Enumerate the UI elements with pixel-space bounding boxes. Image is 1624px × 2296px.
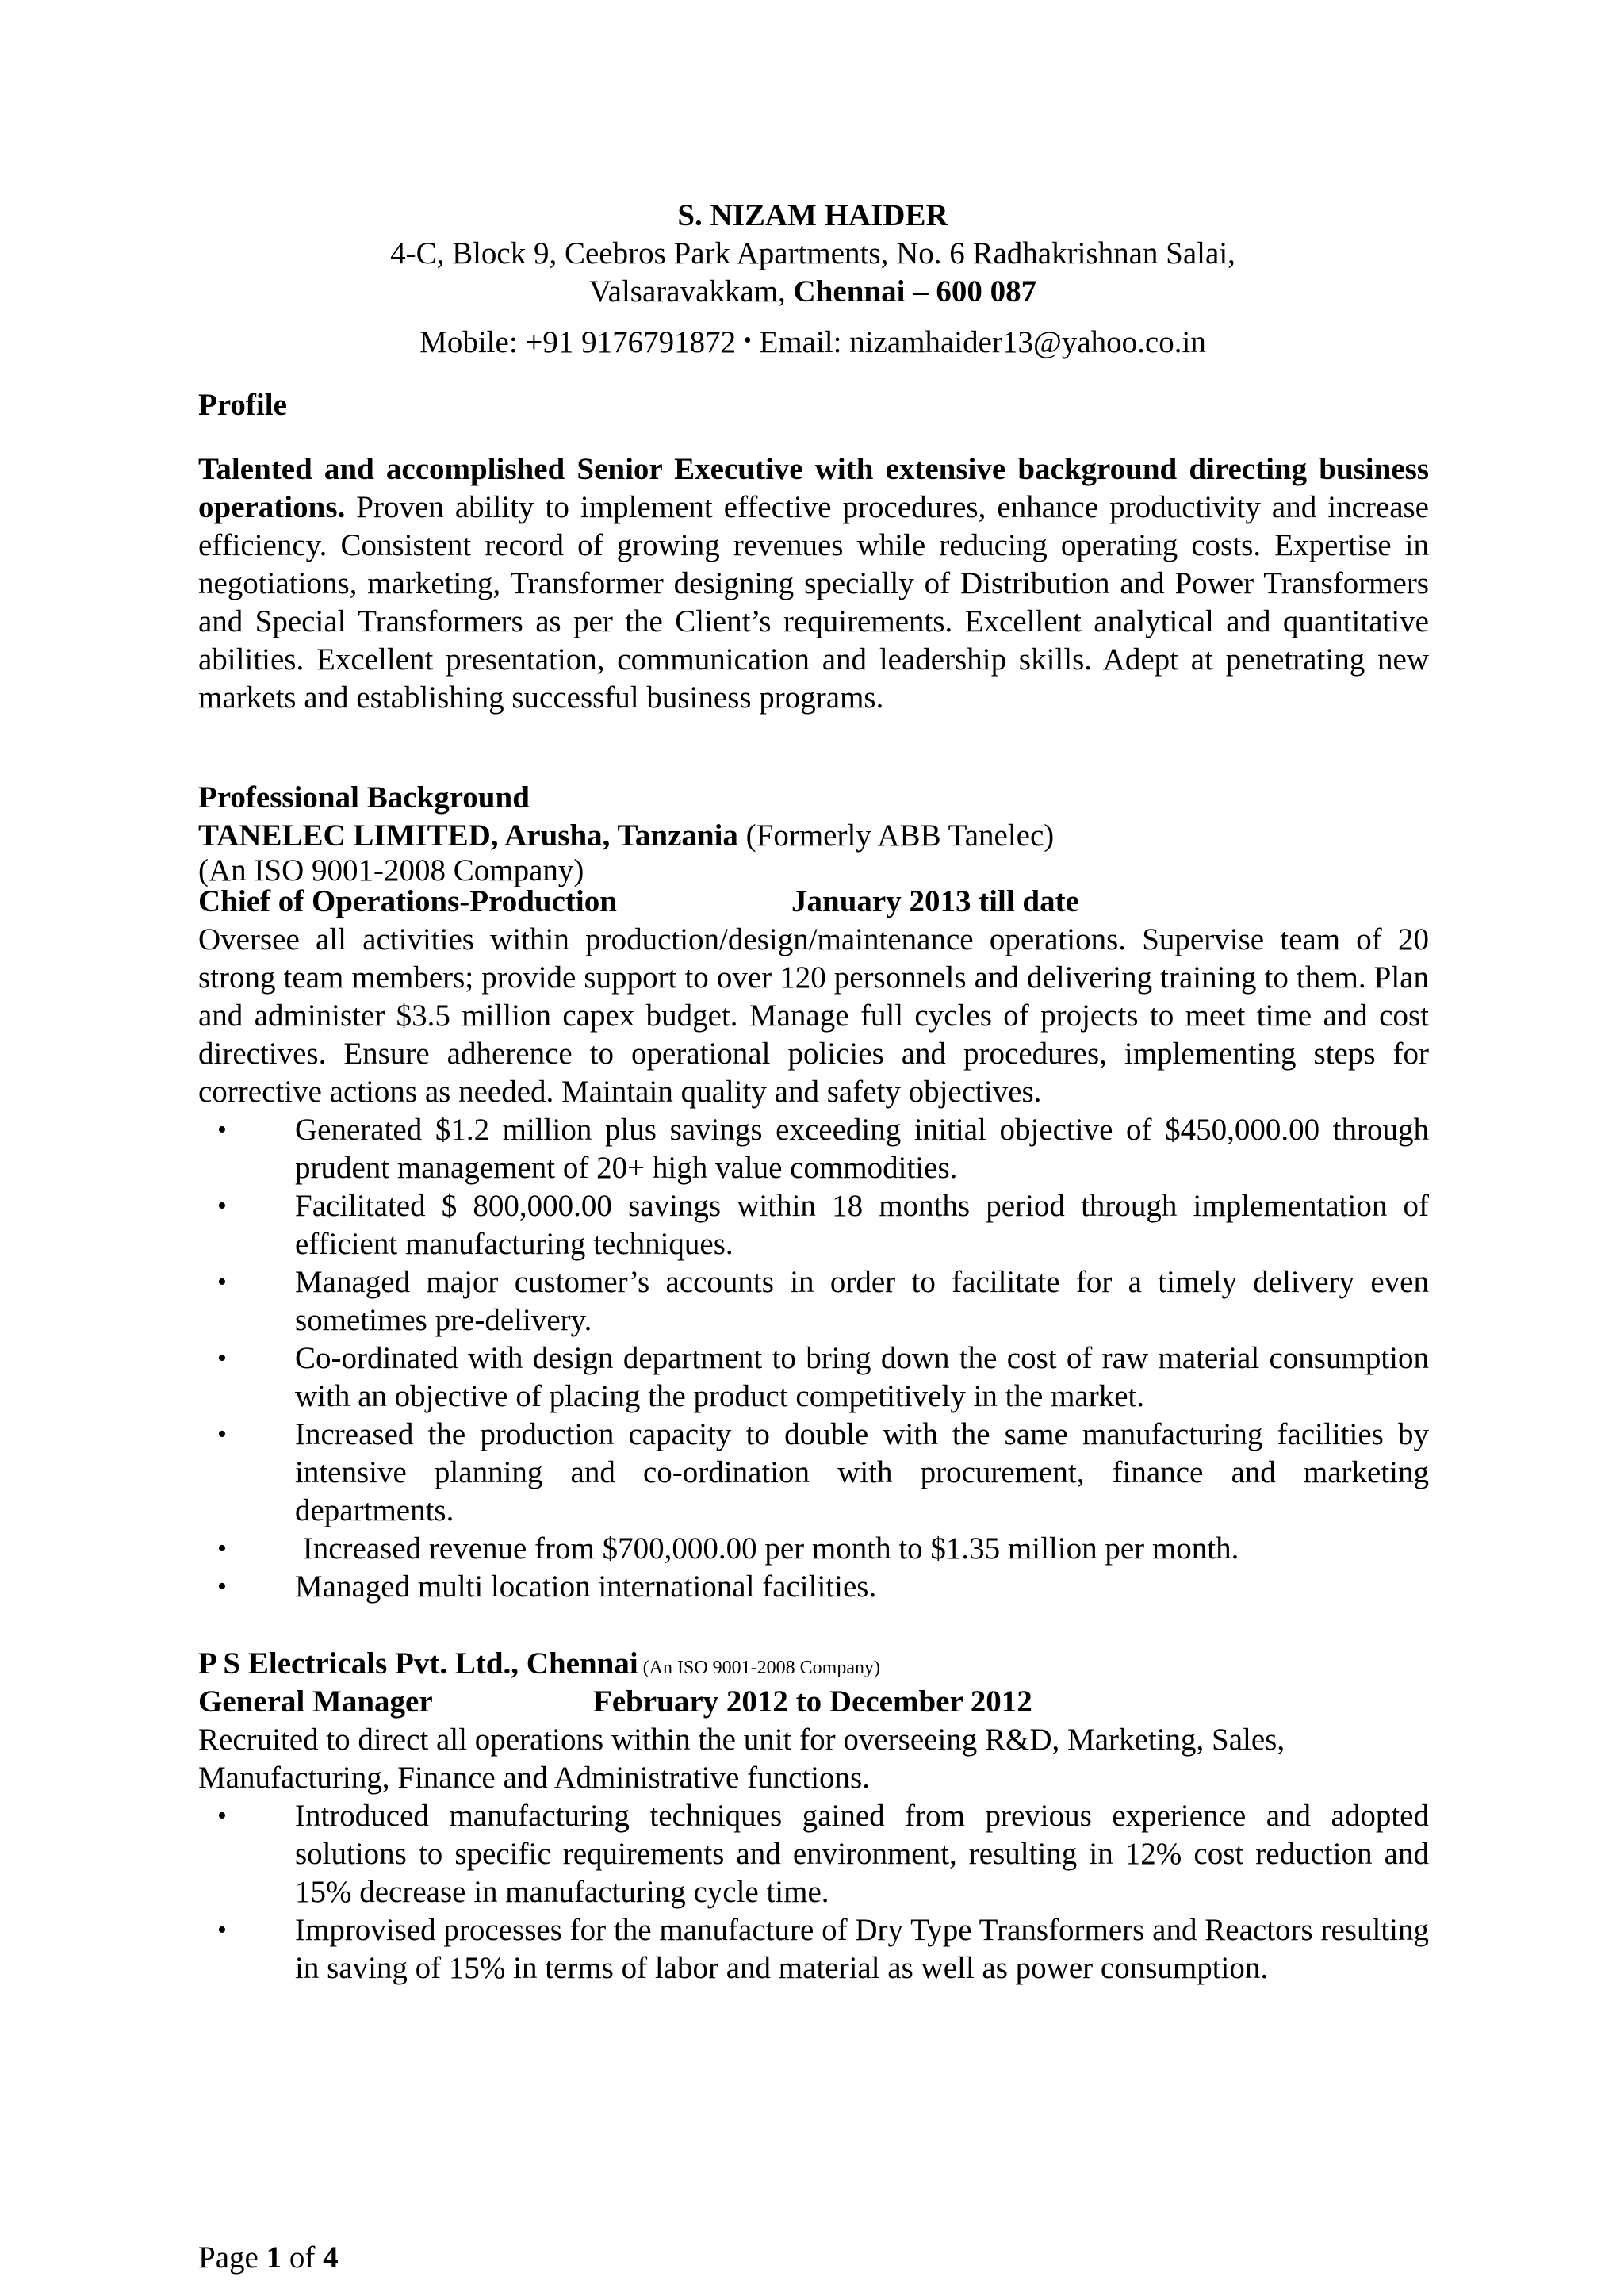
list-item: • Introduced manufacturing techniques gained from previous experience and adopted solutions to specific requirements and environment, resulting in 12% cost reduction and 15% decrease in manufacturing cycle time. (217, 1799, 1429, 1909)
bullet-icon: • (217, 1915, 227, 1945)
page-number: Page 1 of 4 (198, 2240, 339, 2275)
job1-achievements (198, 1111, 1429, 1606)
job1-company-name: TANELEC LIMITED, Arusha, Tanzania (198, 818, 738, 853)
job1-summary: Oversee all activities within production/design/maintenance operations. Supervise team of 20 strong team members; provide support to over 120 personnels and delivering training to them. Plan and administer $3.5 million capex budget. Manage full cycles of projects to meet time and cost directives. Ensure adherence to operational policies and procedures, implementing steps for corrective actions as needed. Maintain quality and safety objectives. (198, 922, 1429, 1109)
list-item: • Increased the production capacity to double with the same manufacturing facilities by intensive planning and co-ordination with procurement, finance and marketing departments. (217, 1417, 1429, 1527)
address-locality: Valsaravakkam, (588, 274, 794, 309)
list-item: • Improvised processes for the manufacture of Dry Type Transformers and Reactors resulting in saving of 15% in terms of labor and material as well as power consumption. (217, 1913, 1429, 1985)
list-item: • Managed multi location international facilities. (198, 1568, 1429, 1606)
job2-achievements (198, 1797, 1429, 1987)
address-line-2 (198, 273, 1427, 311)
list-item: • Managed major customer’s accounts in order to facilitate for a timely delivery even sometimes pre-delivery. (217, 1265, 1429, 1337)
job2-details (198, 1721, 1429, 1987)
contact-line (198, 322, 1427, 362)
job2-dates: February 2012 to December 2012 (593, 1685, 1032, 1719)
bullet-icon: • (217, 1572, 227, 1601)
address-line-1: 4-C, Block 9, Ceebros Park Apartments, No. 6 Radhakrishnan Salai, (390, 236, 1235, 270)
total-pages: 4 (323, 2240, 339, 2275)
profile-heading: Profile (198, 388, 287, 422)
bullet-icon: • (217, 1115, 227, 1144)
job1-company-note: (Formerly ABB Tanelec) (737, 818, 1055, 853)
job2-title: General Manager (198, 1685, 433, 1719)
job1-role (198, 883, 1429, 921)
email-address: Email: nizamhaider13@yahoo.co.in (759, 325, 1206, 359)
job1-dates: January 2013 till date (791, 884, 1079, 918)
bullet-icon: • (217, 1534, 227, 1563)
professional-background-heading: Professional Background (198, 780, 530, 815)
job2-summary: Recruited to direct all operations within the unit for overseeing R&D, Marketing, Sales, Manufacturing, Finance and Administrative functions. (198, 1723, 1285, 1795)
bullet-icon: • (217, 1343, 227, 1373)
list-item: • Co-ordinated with design department to bring down the cost of raw material consumption with an objective of placing the product competitively in the market. (217, 1341, 1429, 1413)
profile-lead: Talented and accomplished Senior Executive with extensive background directing business operations. (198, 452, 1429, 524)
bullet-icon: • (217, 1191, 227, 1221)
profile-body: Proven ability to implement effective procedures, enhance productivity and increase efficiency. Consistent record of growing revenues while reducing operating costs. Expertise in negotiations, marketing, Transformer designing specially of Distribution and Power Transformers and Special Transformers as per the Client’s requirements. Excellent analytical and quantitative abilities. Excellent presentation, communication and leadership skills. Adept at penetrating new markets and establishing successful business programs. (198, 490, 1429, 715)
job2-role (198, 1683, 1429, 1721)
job2-company-name: P S Electricals Pvt. Ltd., Chennai (198, 1646, 638, 1681)
separator-dot: • (743, 328, 752, 353)
mobile-number: Mobile: +91 9176791872 (419, 325, 737, 359)
job2-company (198, 1645, 880, 1687)
bullet-icon: • (217, 1801, 227, 1830)
resume-header (198, 197, 1427, 362)
list-item: • Facilitated $ 800,000.00 savings within 18 months period through implementation of efficient manufacturing techniques. (217, 1189, 1429, 1261)
bullet-icon: • (217, 1420, 227, 1449)
profile-paragraph (198, 450, 1429, 717)
list-item: • Increased revenue from $700,000.00 per month to $1.35 million per month. (198, 1530, 1429, 1568)
candidate-name: S. NIZAM HAIDER (677, 198, 948, 232)
address-city: Chennai – 600 087 (793, 274, 1037, 309)
bullet-icon: • (217, 1267, 227, 1297)
job2-iso-note: (An ISO 9001-2008 Company) (638, 1658, 880, 1678)
job1-details (198, 921, 1429, 1606)
list-item: • Generated $1.2 million plus savings exceeding initial objective of $450,000.00 through prudent management of 20+ high value commodities. (217, 1113, 1429, 1185)
job1-iso-note: (An ISO 9001-2008 Company) (198, 853, 584, 887)
job1-company (198, 817, 1054, 855)
job1-title: Chief of Operations-Production (198, 884, 617, 918)
current-page: 1 (266, 2240, 282, 2275)
